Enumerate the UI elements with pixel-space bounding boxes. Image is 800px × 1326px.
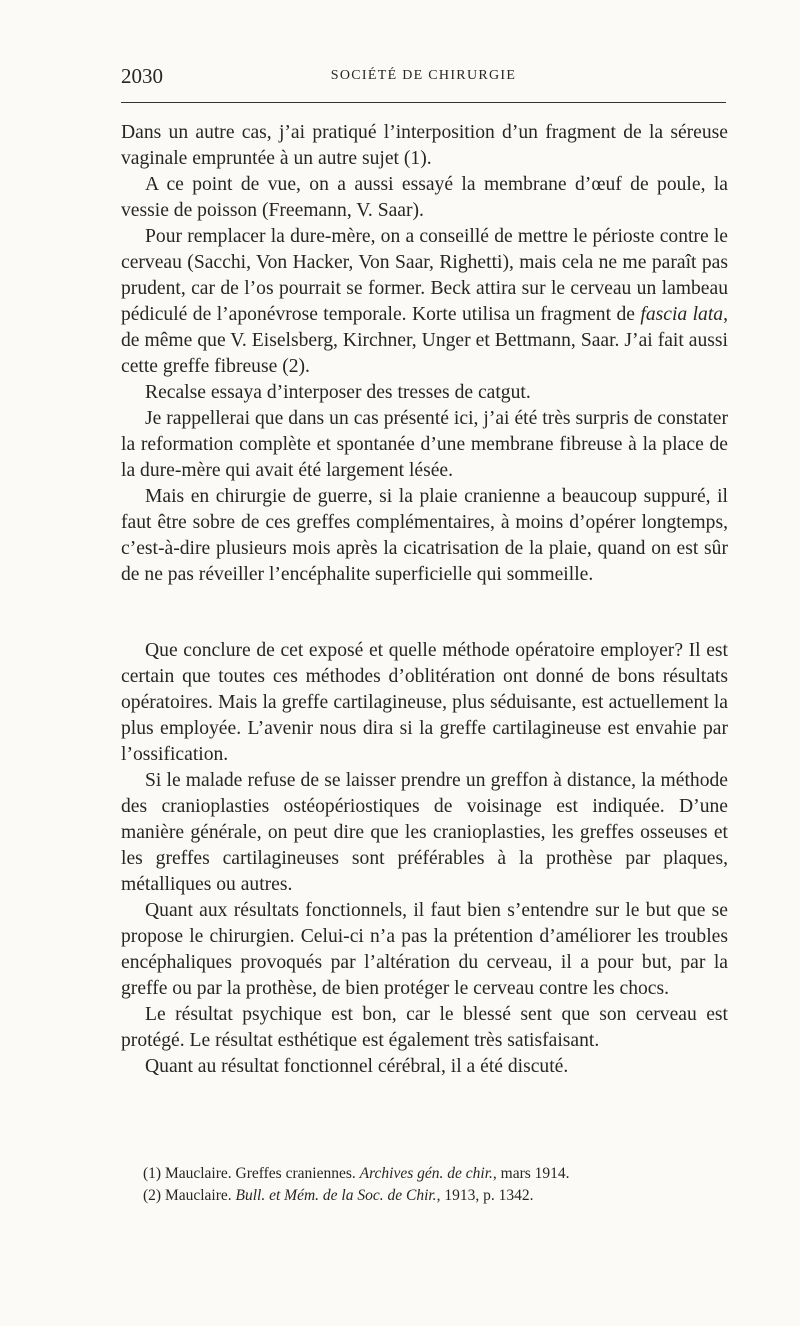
paragraph: Je rappellerai que dans un cas présenté ici, j’ai été très surpris de constater la reformation complète et spontanée d’une membrane fibreuse à la place de la dure-mère qui avait été largement lésée. bbox=[121, 408, 728, 481]
footnote bbox=[143, 1185, 728, 1207]
body-text bbox=[121, 120, 728, 1080]
running-head: SOCIÉTÉ DE CHIRURGIE bbox=[330, 68, 517, 83]
footnote-text: Mauclaire. Greffes craniennes. bbox=[161, 1165, 360, 1182]
footnote-text: , 1913, p. 1342. bbox=[436, 1187, 534, 1204]
italic-term: fascia lata bbox=[640, 304, 724, 325]
paragraph: A ce point de vue, on a aussi essayé la membrane d’œuf de poule, la vessie de poisson (Freemann, V. Saar). bbox=[121, 174, 728, 221]
paragraph: Quant au résultat fonctionnel cérébral, il a été discuté. bbox=[145, 1056, 569, 1077]
footnote-number: (2) bbox=[143, 1187, 162, 1204]
paragraph: Quant aux résultats fonctionnels, il faut bien s’entendre sur le but que se propose le chirurgien. Celui-ci n’a pas la prétention d’améliorer les troubles encéphaliques provoqués par l’altération du cerveau, il a pour but, par la greffe ou par la prothèse, de bien protéger le cerveau contre les chocs. bbox=[121, 900, 728, 999]
footnote-journal: Archives gén. de chir. bbox=[359, 1165, 493, 1182]
paragraph: Le résultat psychique est bon, car le blessé sent que son cerveau est protégé. Le résultat esthétique est également très satisfaisant. bbox=[121, 1004, 728, 1051]
footnote-number: (1) bbox=[143, 1165, 162, 1182]
paragraph: Si le malade refuse de se laisser prendre un greffon à distance, la méthode des cranioplasties ostéopériostiques de voisinage est indiquée. D’une manière générale, on peut dire que les cranioplasties, les greffes osseuses et les greffes cartilagineuses sont préférables à la prothèse par plaques, métalliques ou autres. bbox=[121, 770, 728, 895]
paragraph-text: Pour remplacer la dure-mère, on a conseillé de mettre le périoste contre le cerveau (Sacchi, Von Hacker, Von Saar, Righetti), mais cela ne me paraît pas prudent, car de l’os pourrait se former. Beck attira sur le cerveau un lambeau pédiculé de l’aponévrose temporale. Korte utilisa un fragment de bbox=[121, 226, 728, 325]
footnote bbox=[143, 1163, 728, 1185]
paragraph bbox=[121, 224, 728, 380]
footnote-text: , mars 1914. bbox=[492, 1165, 570, 1182]
paragraph: Dans un autre cas, j’ai pratiqué l’interposition d’un fragment de la séreuse vaginale empruntée à un autre sujet (1). bbox=[121, 122, 728, 169]
paragraph: Recalse essaya d’interposer des tresses de catgut. bbox=[145, 382, 531, 403]
paragraph: Mais en chirurgie de guerre, si la plaie cranienne a beaucoup suppuré, il faut être sobre de ces greffes complémentaires, à moins d’opérer longtemps, c’est-à-dire plusieurs mois après la cicatrisation de la plaie, quand on est sûr de ne pas réveiller l’encéphalite superficielle qui sommeille. bbox=[121, 486, 728, 585]
footnotes bbox=[143, 1163, 728, 1207]
paragraph-text: , de même que V. Eiselsberg, Kirchner, Unger et Bettmann, Saar. J’ai fait aussi cette greffe fibreuse (2). bbox=[121, 304, 728, 377]
paragraph: Que conclure de cet exposé et quelle méthode opératoire employer? Il est certain que toutes ces méthodes d’oblitération ont donné de bons résultats opératoires. Mais la greffe cartilagineuse, plus séduisante, est actuellement la plus employée. L’avenir nous dira si la greffe cartilagineuse est envahie par l’ossification. bbox=[121, 640, 728, 765]
header-rule bbox=[121, 102, 726, 103]
page-number: 2030 bbox=[121, 64, 163, 88]
section-gap bbox=[121, 588, 728, 638]
page-header bbox=[121, 64, 726, 94]
footnote-text: Mauclaire. bbox=[161, 1187, 236, 1204]
footnote-journal: Bull. et Mém. de la Soc. de Chir. bbox=[235, 1187, 437, 1204]
